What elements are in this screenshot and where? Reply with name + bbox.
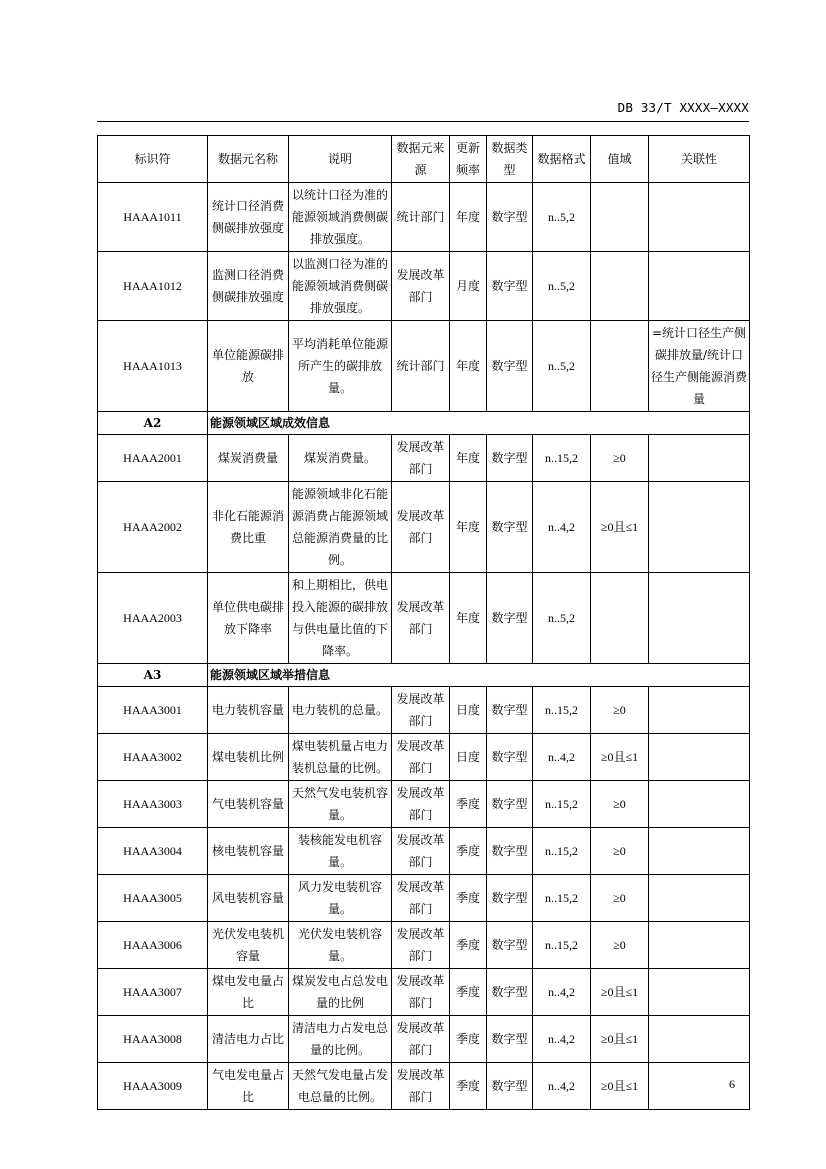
row-identifier: HAAA1011 xyxy=(98,183,208,252)
row-source: 发展改革部门 xyxy=(392,252,450,321)
row-source: 发展改革部门 xyxy=(392,1016,450,1063)
row-element-name: 气电装机容量 xyxy=(208,781,289,828)
row-source: 发展改革部门 xyxy=(392,482,450,573)
row-value-range: ≥0且≤1 xyxy=(591,1063,649,1110)
row-data-format: n..5,2 xyxy=(533,183,591,252)
row-element-name: 风电装机容量 xyxy=(208,875,289,922)
table-row xyxy=(98,781,750,828)
table-row xyxy=(98,875,750,922)
row-value-range: ≥0且≤1 xyxy=(591,734,649,781)
row-data-format: n..15,2 xyxy=(533,875,591,922)
row-data-format: n..4,2 xyxy=(533,734,591,781)
row-frequency: 季度 xyxy=(450,922,487,969)
row-source: 发展改革部门 xyxy=(392,828,450,875)
row-frequency: 年度 xyxy=(450,183,487,252)
section-row xyxy=(98,664,750,687)
row-value-range: ≥0 xyxy=(591,828,649,875)
table-row xyxy=(98,922,750,969)
row-source: 统计部门 xyxy=(392,183,450,252)
row-identifier: HAAA3005 xyxy=(98,875,208,922)
row-data-format: n..4,2 xyxy=(533,482,591,573)
table-row xyxy=(98,687,750,734)
table-row xyxy=(98,321,750,412)
row-value-range: ≥0 xyxy=(591,435,649,482)
row-description: 以统计口径为准的能源领域消费侧碳排放强度。 xyxy=(289,183,392,252)
row-element-name: 光伏发电装机容量 xyxy=(208,922,289,969)
column-header-relation: 关联性 xyxy=(649,136,750,183)
column-header-identifier: 标识符 xyxy=(98,136,208,183)
page-number: 6 xyxy=(729,1077,735,1091)
table-row xyxy=(98,252,750,321)
row-value-range: ≥0 xyxy=(591,922,649,969)
table-row xyxy=(98,734,750,781)
row-data-format: n..15,2 xyxy=(533,828,591,875)
table-row xyxy=(98,435,750,482)
table-row xyxy=(98,1016,750,1063)
row-value-range xyxy=(591,183,649,252)
section-code: A2 xyxy=(98,412,208,435)
table-row xyxy=(98,482,750,573)
row-data-type: 数字型 xyxy=(487,828,533,875)
row-source: 发展改革部门 xyxy=(392,781,450,828)
row-frequency: 年度 xyxy=(450,435,487,482)
row-identifier: HAAA3007 xyxy=(98,969,208,1016)
row-data-type: 数字型 xyxy=(487,875,533,922)
row-data-format: n..15,2 xyxy=(533,922,591,969)
row-relation xyxy=(649,573,750,664)
row-value-range: ≥0 xyxy=(591,781,649,828)
row-frequency: 季度 xyxy=(450,875,487,922)
column-header-data-format: 数据格式 xyxy=(533,136,591,183)
section-title: 能源领域区域举措信息 xyxy=(208,664,750,687)
row-relation xyxy=(649,781,750,828)
row-identifier: HAAA1012 xyxy=(98,252,208,321)
row-data-type: 数字型 xyxy=(487,781,533,828)
row-relation xyxy=(649,252,750,321)
row-source: 发展改革部门 xyxy=(392,969,450,1016)
column-header-frequency: 更新频率 xyxy=(450,136,487,183)
row-element-name: 监测口径消费侧碳排放强度 xyxy=(208,252,289,321)
row-value-range: ≥0且≤1 xyxy=(591,482,649,573)
section-row xyxy=(98,412,750,435)
header-rule xyxy=(97,121,749,122)
row-element-name: 电力装机容量 xyxy=(208,687,289,734)
row-element-name: 清洁电力占比 xyxy=(208,1016,289,1063)
row-value-range xyxy=(591,321,649,412)
row-data-format: n..4,2 xyxy=(533,1016,591,1063)
row-relation xyxy=(649,969,750,1016)
row-description: 清洁电力占发电总量的比例。 xyxy=(289,1016,392,1063)
row-relation xyxy=(649,435,750,482)
row-description: 煤炭发电占总发电量的比例 xyxy=(289,969,392,1016)
table-row xyxy=(98,183,750,252)
table-row xyxy=(98,573,750,664)
row-description: 煤炭消费量。 xyxy=(289,435,392,482)
table-row xyxy=(98,828,750,875)
row-value-range xyxy=(591,573,649,664)
row-description: 风力发电装机容量。 xyxy=(289,875,392,922)
row-description: 天然气发电量占发电总量的比例。 xyxy=(289,1063,392,1110)
table-row xyxy=(98,969,750,1016)
section-title: 能源领域区域成效信息 xyxy=(208,412,750,435)
row-data-format: n..15,2 xyxy=(533,687,591,734)
row-data-type: 数字型 xyxy=(487,321,533,412)
row-frequency: 年度 xyxy=(450,573,487,664)
row-identifier: HAAA3002 xyxy=(98,734,208,781)
row-relation xyxy=(649,1016,750,1063)
row-element-name: 气电发电量占比 xyxy=(208,1063,289,1110)
row-data-type: 数字型 xyxy=(487,573,533,664)
row-frequency: 月度 xyxy=(450,252,487,321)
row-description: 煤电装机量占电力装机总量的比例。 xyxy=(289,734,392,781)
row-description: 装核能发电机容量。 xyxy=(289,828,392,875)
row-description: 平均消耗单位能源所产生的碳排放量。 xyxy=(289,321,392,412)
row-data-type: 数字型 xyxy=(487,687,533,734)
row-data-type: 数字型 xyxy=(487,183,533,252)
row-element-name: 煤电发电量占比 xyxy=(208,969,289,1016)
row-identifier: HAAA2001 xyxy=(98,435,208,482)
row-identifier: HAAA2003 xyxy=(98,573,208,664)
row-source: 统计部门 xyxy=(392,321,450,412)
row-relation xyxy=(649,482,750,573)
row-frequency: 季度 xyxy=(450,1016,487,1063)
row-data-format: n..4,2 xyxy=(533,969,591,1016)
row-identifier: HAAA3004 xyxy=(98,828,208,875)
row-relation xyxy=(649,183,750,252)
row-source: 发展改革部门 xyxy=(392,435,450,482)
row-element-name: 单位供电碳排放下降率 xyxy=(208,573,289,664)
row-element-name: 煤炭消费量 xyxy=(208,435,289,482)
row-relation xyxy=(649,828,750,875)
row-element-name: 煤电装机比例 xyxy=(208,734,289,781)
row-data-format: n..5,2 xyxy=(533,321,591,412)
row-element-name: 核电装机容量 xyxy=(208,828,289,875)
table-body xyxy=(98,183,750,1110)
row-data-format: n..15,2 xyxy=(533,435,591,482)
row-description: 电力装机的总量。 xyxy=(289,687,392,734)
row-source: 发展改革部门 xyxy=(392,573,450,664)
column-header-data-type: 数据类型 xyxy=(487,136,533,183)
row-description: 天然气发电装机容量。 xyxy=(289,781,392,828)
row-frequency: 日度 xyxy=(450,734,487,781)
row-data-format: n..5,2 xyxy=(533,573,591,664)
row-element-name: 非化石能源消费比重 xyxy=(208,482,289,573)
row-description: 以监测口径为准的能源领域消费侧碳排放强度。 xyxy=(289,252,392,321)
row-data-format: n..15,2 xyxy=(533,781,591,828)
row-element-name: 单位能源碳排放 xyxy=(208,321,289,412)
row-relation xyxy=(649,922,750,969)
row-value-range: ≥0 xyxy=(591,687,649,734)
data-element-table xyxy=(97,135,750,1110)
row-data-format: n..5,2 xyxy=(533,252,591,321)
column-header-source: 数据元来源 xyxy=(392,136,450,183)
row-data-format: n..4,2 xyxy=(533,1063,591,1110)
row-identifier: HAAA3003 xyxy=(98,781,208,828)
table-row xyxy=(98,1063,750,1110)
row-frequency: 年度 xyxy=(450,482,487,573)
row-data-type: 数字型 xyxy=(487,435,533,482)
row-source: 发展改革部门 xyxy=(392,687,450,734)
row-data-type: 数字型 xyxy=(487,734,533,781)
row-description: 和上期相比，供电投入能源的碳排放与供电量比值的下降率。 xyxy=(289,573,392,664)
row-value-range xyxy=(591,252,649,321)
row-data-type: 数字型 xyxy=(487,1016,533,1063)
table-header-row xyxy=(98,136,750,183)
row-frequency: 季度 xyxy=(450,828,487,875)
row-frequency: 日度 xyxy=(450,687,487,734)
row-source: 发展改革部门 xyxy=(392,1063,450,1110)
row-source: 发展改革部门 xyxy=(392,734,450,781)
row-identifier: HAAA2002 xyxy=(98,482,208,573)
row-relation xyxy=(649,687,750,734)
document-code: DB 33/T XXXX—XXXX xyxy=(617,100,749,115)
row-identifier: HAAA3008 xyxy=(98,1016,208,1063)
row-data-type: 数字型 xyxy=(487,482,533,573)
row-value-range: ≥0 xyxy=(591,875,649,922)
row-description: 能源领域非化石能源消费占能源领域总能源消费量的比例。 xyxy=(289,482,392,573)
row-description: 光伏发电装机容量。 xyxy=(289,922,392,969)
row-identifier: HAAA3009 xyxy=(98,1063,208,1110)
row-data-type: 数字型 xyxy=(487,922,533,969)
column-header-description: 说明 xyxy=(289,136,392,183)
row-frequency: 季度 xyxy=(450,781,487,828)
section-code: A3 xyxy=(98,664,208,687)
row-identifier: HAAA1013 xyxy=(98,321,208,412)
row-frequency: 季度 xyxy=(450,969,487,1016)
row-element-name: 统计口径消费侧碳排放强度 xyxy=(208,183,289,252)
row-source: 发展改革部门 xyxy=(392,875,450,922)
row-source: 发展改革部门 xyxy=(392,922,450,969)
row-frequency: 季度 xyxy=(450,1063,487,1110)
row-identifier: HAAA3001 xyxy=(98,687,208,734)
column-header-value-range: 值域 xyxy=(591,136,649,183)
row-data-type: 数字型 xyxy=(487,252,533,321)
row-data-type: 数字型 xyxy=(487,1063,533,1110)
row-relation: =统计口径生产侧碳排放量/统计口径生产侧能源消费量 xyxy=(649,321,750,412)
row-value-range: ≥0且≤1 xyxy=(591,969,649,1016)
column-header-element-name: 数据元名称 xyxy=(208,136,289,183)
row-data-type: 数字型 xyxy=(487,969,533,1016)
row-relation xyxy=(649,875,750,922)
row-identifier: HAAA3006 xyxy=(98,922,208,969)
row-value-range: ≥0且≤1 xyxy=(591,1016,649,1063)
row-relation xyxy=(649,734,750,781)
row-frequency: 年度 xyxy=(450,321,487,412)
